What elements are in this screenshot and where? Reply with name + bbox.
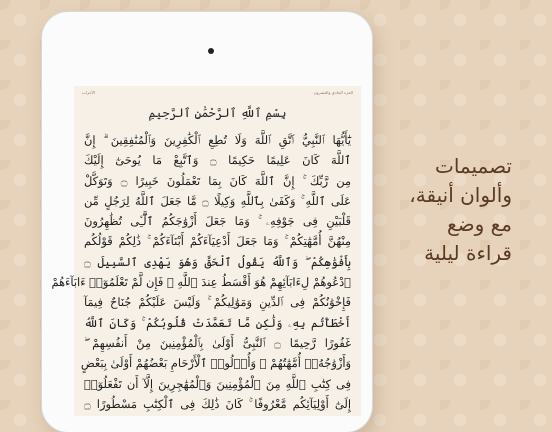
tagline-line: تصميمات [435, 154, 512, 178]
page-header [74, 86, 361, 98]
verse-line[interactable]: عَلَى ٱللَّهِ ۚ وَكَفَىٰ بِٱللَّهِ وَكِيلًا ۝ مَّا جَعَلَ ٱللَّهُ لِرَجُلٍ مِّن [84, 193, 351, 208]
verse-line[interactable]: غَفُورًا رَّحِيمًا ۝ ٱلنَّبِىُّ أَوْلَىٰ بِٱلْمُؤْمِنِينَ مِنْ أَنفُسِهِمْ ۖ [84, 335, 351, 350]
verse-line[interactable]: وَأَزْوَٰجُهُۥٓ أُمَّهَٰتُهُمْ ۗ وَأُو۟لُوا۟ ٱلْأَرْحَامِ بَعْضُهُمْ أَوْلَىٰ بِبَعْضٍ [80, 356, 351, 371]
verse-line[interactable]: أَخْطَأْتُم بِهِۦ وَلَٰكِن مَّا تَعَمَّدَتْ قُلُوبُكُمْ ۚ وَكَانَ ٱللَّهُ [84, 315, 351, 330]
verse-line[interactable]: يَٰٓأَيُّهَا ٱلنَّبِيُّ ٱتَّقِ ٱللَّهَ وَلَا تُطِعِ ٱلْكَٰفِرِينَ وَٱلْمُنَٰفِقِينَ ۗ إِنَّ [84, 133, 351, 147]
bismillah: بِسْمِ ٱللَّهِ ٱلرَّحْمَٰنِ ٱلرَّحِيمِ [148, 106, 287, 120]
verse-line[interactable]: فَإِخْوَٰنُكُمْ فِى ٱلدِّينِ وَمَوَٰلِيكُمْ ۚ وَلَيْسَ عَلَيْكُمْ جُنَاحٌ فِيمَآ [84, 295, 351, 310]
tagline-line: وألوان أنيقة، [409, 183, 512, 207]
verse-line[interactable]: قَلْبَيْنِ فِى جَوْفِهِۦ ۚ وَمَا جَعَلَ أَزْوَٰجَكُمُ ٱلَّٰٓـِٔى تُظَٰهِرُونَ [84, 214, 351, 229]
camera-dot [208, 48, 214, 54]
verse-line[interactable]: ٱدْعُوهُمْ لِءَابَآئِهِمْ هُوَ أَقْسَطُ عِندَ ٱللَّهِ ۚ فَإِن لَّمْ تَعْلَمُوٓا۟ ءَابَآءَهُمْ [51, 275, 351, 290]
verse-line[interactable]: مِنْهُنَّ أُمَّهَٰتِكُمْ ۚ وَمَا جَعَلَ أَدْعِيَآءَكُمْ أَبْنَآءَكُمْ ۚ ذَٰلِكُمْ قَوْلُكُم [84, 234, 351, 249]
tagline-line: مع وضع [447, 212, 512, 236]
verse-line[interactable]: فِى كِتَٰبِ ٱللَّهِ مِنَ ٱلْمُؤْمِنِينَ وَٱلْمُهَٰجِرِينَ إِلَّآ أَن تَفْعَلُوٓا۟ [84, 376, 351, 391]
verse-line[interactable]: إِلَىٰٓ أَوْلِيَآئِكُم مَّعْرُوفًا ۚ كَانَ ذَٰلِكَ فِى ٱلْكِتَٰبِ مَسْطُورًا ۝ [84, 396, 351, 411]
verse-lines [51, 130, 351, 414]
quran-page[interactable] [51, 86, 361, 416]
tagline [400, 152, 512, 268]
juz-name: الجزء الحادي والعشرون [313, 90, 353, 95]
verse-line[interactable]: ٱللَّهَ كَانَ عَلِيمًا حَكِيمًا ۝ وَٱتَّبِعْ مَا يُوحَىٰٓ إِلَيْكَ [84, 153, 351, 168]
verse-line[interactable]: مِن رَّبِّكَ ۚ إِنَّ ٱللَّهَ كَانَ بِمَا تَعْمَلُونَ خَبِيرًا ۝ وَتَوَكَّلْ [84, 173, 351, 188]
verse-line[interactable]: بِأَفْوَٰهِكُمْ ۖ وَٱللَّهُ يَقُولُ ٱلْحَقَّ وَهُوَ يَهْدِى ٱلسَّبِيلَ ۝ [84, 254, 351, 269]
tagline-line: قراءة ليلية [424, 241, 512, 265]
surah-name: الأحزاب [82, 90, 95, 95]
tablet-device [42, 12, 372, 432]
